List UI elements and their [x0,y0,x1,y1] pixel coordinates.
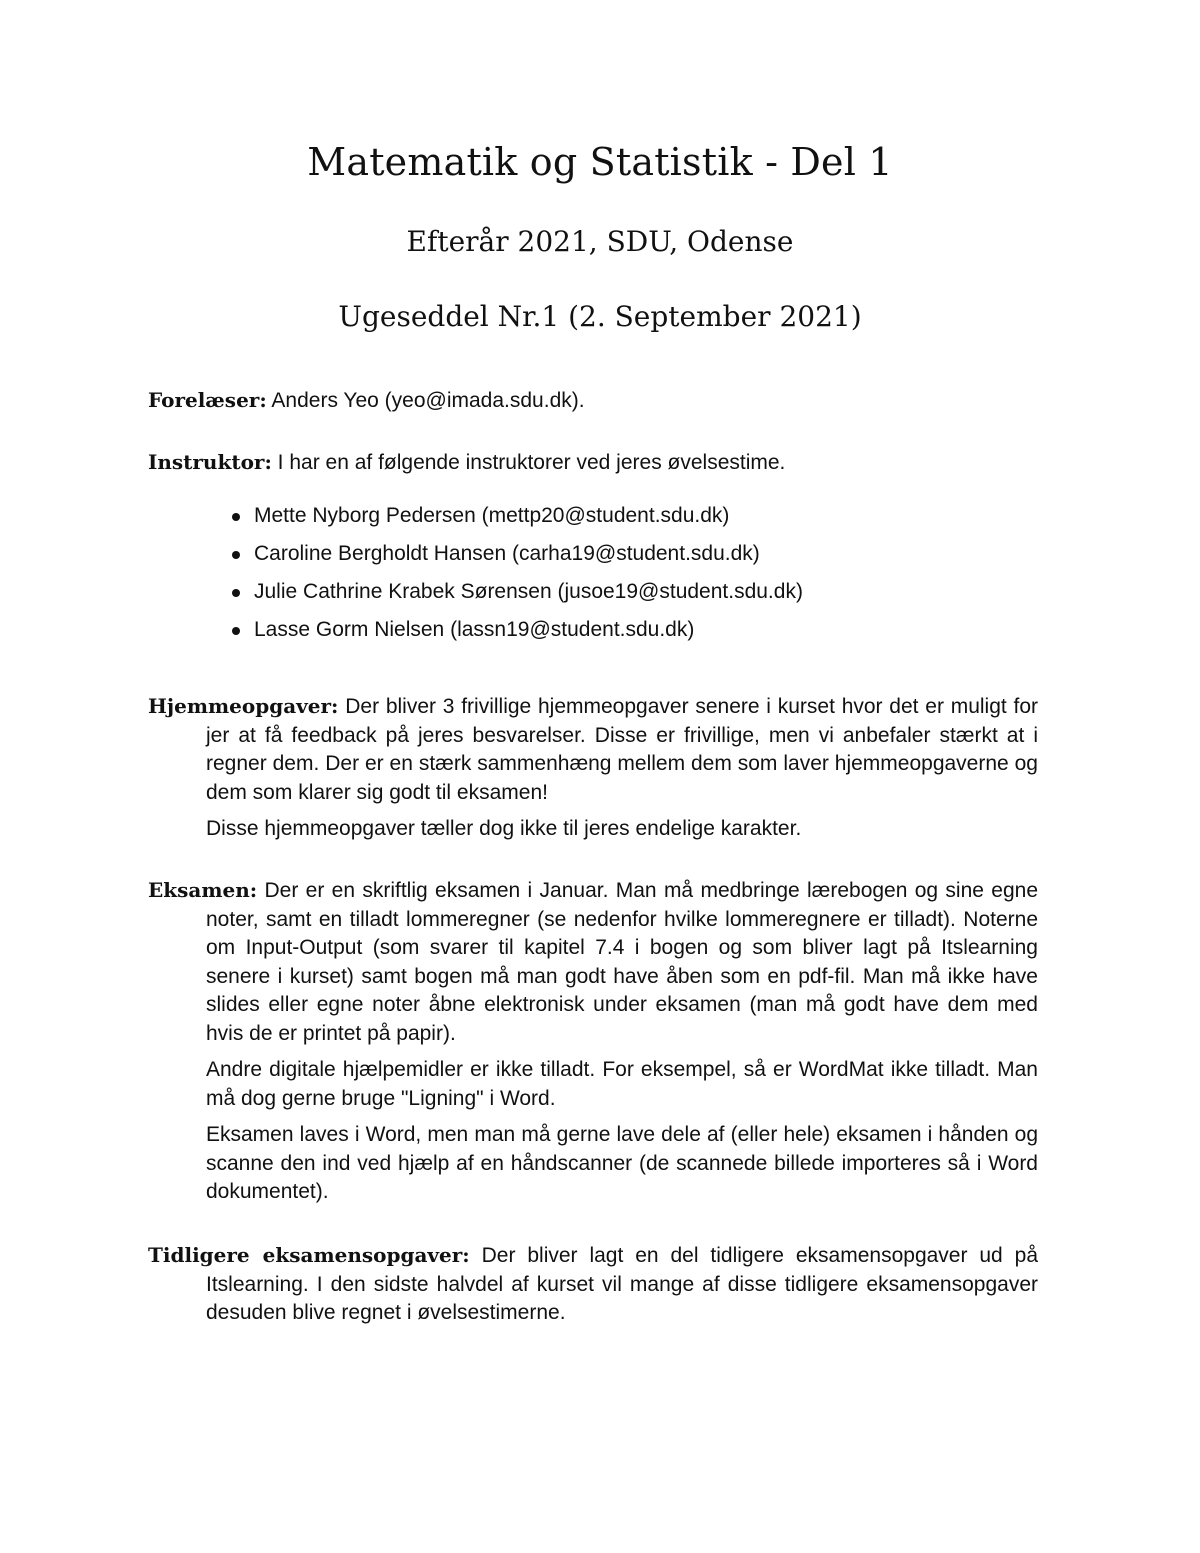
homework-text-1: Der bliver 3 frivillige hjemmeopgaver senere i kurset hvor det er muligt for jer at få feedback på jeres besvarelser. Disse er frivillige, men vi anbefaler stærkt at i regner dem. Der er en stærk sammenhæng mellem dem som laver hjemmeopgaverne og dem som klarer sig godt til eksamen! [206,695,1038,804]
list-item [230,502,803,540]
instructor-list [230,502,803,654]
exam-text-1: Der er en skriftlig eksamen i Januar. Man må medbringe lærebogen og sine egne noter, samt en tilladt lommeregner (se nedenfor hvilke lommeregnere er tilladt). Noterne om Input-Output (som svarer til kapitel 7.4 i bogen og som bliver lagt på Itslearning senere i kurset) samt bogen må man godt have åben som en pdf-fil. Man må ikke have slides eller egne noter åbne elektronisk under eksamen (man må godt have dem med hvis de er printet på papir). [206,879,1038,1045]
list-item [230,540,803,578]
lecturer-text: Anders Yeo (yeo@imada.sdu.dk). [271,389,585,412]
bullet-icon [232,513,240,521]
homework-paragraph-2 [206,815,1038,844]
exam-text-3: Eksamen laves i Word, men man må gerne lave dele af (eller hele) eksamen i hånden og scanne den ind ved hjælp af en håndscanner (de scannede billede importeres så i Word dokumentet). [206,1123,1038,1203]
homework-paragraph-1 [148,692,1038,807]
list-item [230,616,803,654]
exam-text-2: Andre digitale hjælpemidler er ikke tilladt. For eksempel, så er WordMat ikke tilladt. Man må dog gerne bruge "Ligning" i Word. [206,1058,1038,1110]
sheet-subtitle: Ugeseddel Nr.1 (2. September 2021) [338,300,862,333]
lecturer-label: Forelæser: [148,388,267,412]
document-title: Matematik og Statistik - Del 1 [307,140,893,184]
homework-section [148,692,1038,844]
lecturer-line [148,386,1048,416]
instructor-item: Julie Cathrine Krabek Sørensen (jusoe19@student.sdu.dk) [254,580,803,603]
instructor-item: Caroline Bergholdt Hansen (carha19@student.sdu.dk) [254,542,760,565]
instructor-text: I har en af følgende instruktorer ved jeres øvelsestime. [277,451,786,474]
previous-exams-text: Der bliver lagt en del tidligere eksamensopgaver ud på Itslearning. I den sidste halvdel af kurset vil mange af disse tidligere eksamensopgaver desuden blive regnet i øvelsestimerne. [206,1244,1039,1324]
previous-exams-label: Tidligere eksamensopgaver: [148,1243,470,1267]
list-item [230,578,803,616]
instructor-line [148,448,1048,478]
previous-exams-paragraph [148,1241,1039,1328]
instructor-item: Mette Nyborg Pedersen (mettp20@student.sdu.dk) [254,504,730,527]
exam-paragraph-3 [206,1121,1038,1207]
homework-text-2: Disse hjemmeopgaver tæller dog ikke til jeres endelige karakter. [206,817,802,840]
term-subtitle: Efterår 2021, SDU, Odense [406,225,794,258]
exam-paragraph-2 [206,1056,1038,1113]
exam-section [148,876,1038,1207]
bullet-icon [232,627,240,635]
homework-label: Hjemmeopgaver: [148,694,339,718]
bullet-icon [232,589,240,597]
instructor-label: Instruktor: [148,450,272,474]
previous-exams-section [148,1241,1038,1328]
exam-label: Eksamen: [148,878,258,902]
bullet-icon [232,551,240,559]
instructor-item: Lasse Gorm Nielsen (lassn19@student.sdu.dk) [254,618,695,641]
exam-paragraph-1 [148,876,1038,1048]
